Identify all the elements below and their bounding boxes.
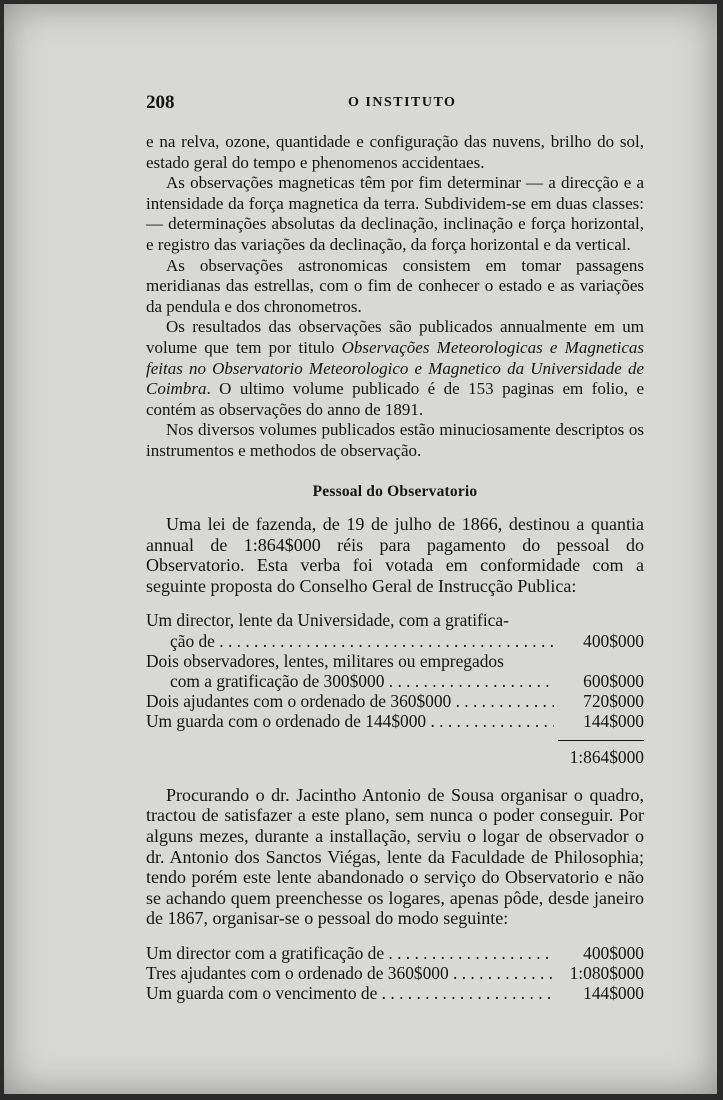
item-label: Um guarda com o vencimento de . . . [146,983,554,1003]
section-title: Pessoal do Observatorio [312,482,478,500]
list-total: 1:864$000 [569,746,644,767]
running-title: O INSTITUTO [348,95,457,110]
list-item [146,610,644,630]
total-divider [558,740,644,741]
list-item [146,711,644,731]
item-label: ção de . . . [146,631,554,651]
paragraph-magnetic: As observações magneticas têm por fim determinar — a direcção e a intensidade da força magnetica da terra. Subdividem-se em duas classes: — determinações absolutas da declinação, inclinação e força horizontal, e registro das variações da declinação, da força horizontal e da vertical. [146,173,644,254]
staff-list-actual [146,943,644,1004]
paragraph-weather: e na relva, ozone, quantidade e configuração das nuvens, brilho do sol, estado geral do tempo e phenomenos accidentaes. [146,132,644,172]
list-item [146,963,644,983]
book-page [4,4,717,1094]
item-label: Dois ajudantes com o ordenado de 360$000 . . . [146,691,554,711]
publications-detail: . O ultimo volume publicado é de 153 paginas em folio, e contém as observações do anno de 1891. [146,379,644,419]
list-item [146,631,644,651]
item-label: Um director, lente da Universidade, com a gratifica- [146,610,509,631]
item-amount: 1:080$000 [569,963,644,984]
item-amount: 720$000 [583,691,644,712]
paragraph-law: Uma lei de fazenda, de 19 de julho de 1866, destinou a quantia annual de 1:864$000 réis para pagamento do pessoal do Observatorio. Esta verba foi votada em conformidade com a seguinte proposta do Conselho Geral de Instrucção Publica: [146,514,644,596]
item-amount: 144$000 [583,711,644,732]
item-amount: 144$000 [583,983,644,1004]
publications-intro: Os resultados das observações são publicados annualmente em um volume que tem por titulo [146,317,644,357]
item-label: Um guarda com o ordenado de 144$000 . . . [146,711,554,731]
paragraph-organisation: Procurando o dr. Jacintho Antonio de Sousa organisar o quadro, tractou de satisfazer a este plano, sem nunca o poder conseguir. Por alguns mezes, durante a installação, serviu o logar de observador o dr. Antonio dos Sanctos Viégas, lente da Faculdade de Philosophia; tendo porém este lente abandonado o serviço do Observatorio e não se achando quem preenchesse os logares, apenas pôde, desde janeiro de 1867, organisar-se o pessoal do modo seguinte: [146,784,644,929]
list-item [146,943,644,963]
paragraph-publications [146,317,644,420]
paragraph-instruments: Nos diversos volumes publicados estão minuciosamente descriptos os instrumentos e methodos de observação. [146,420,644,460]
item-amount: 400$000 [583,943,644,964]
item-label: Tres ajudantes com o ordenado de 360$000 . . . [146,963,554,983]
item-amount: 600$000 [583,671,644,692]
publication-title: Observações Meteorologicas e Magneticas feitas no Observatorio Meteorologico e Magnetico da Universidade de Coimbra [146,337,644,399]
body-text [146,132,644,1004]
item-label: Um director com a gratificação de . . . [146,943,554,963]
paragraph-astronomic: As observações astronomicas consistem em tomar passagens meridianas das estrellas, com o fim de conhecer o estado e as variações da pendula e dos chronometros. [146,255,644,316]
staff-list-proposed [146,610,644,766]
item-label: com a gratificação de 300$000 . . . [146,671,554,691]
list-item [146,691,644,711]
list-item [146,983,644,1003]
page-number: 208 [146,92,175,113]
item-label: Dois observadores, lentes, militares ou empregados [146,650,504,671]
list-item [146,651,644,671]
item-amount: 400$000 [583,630,644,651]
list-item [146,671,644,691]
